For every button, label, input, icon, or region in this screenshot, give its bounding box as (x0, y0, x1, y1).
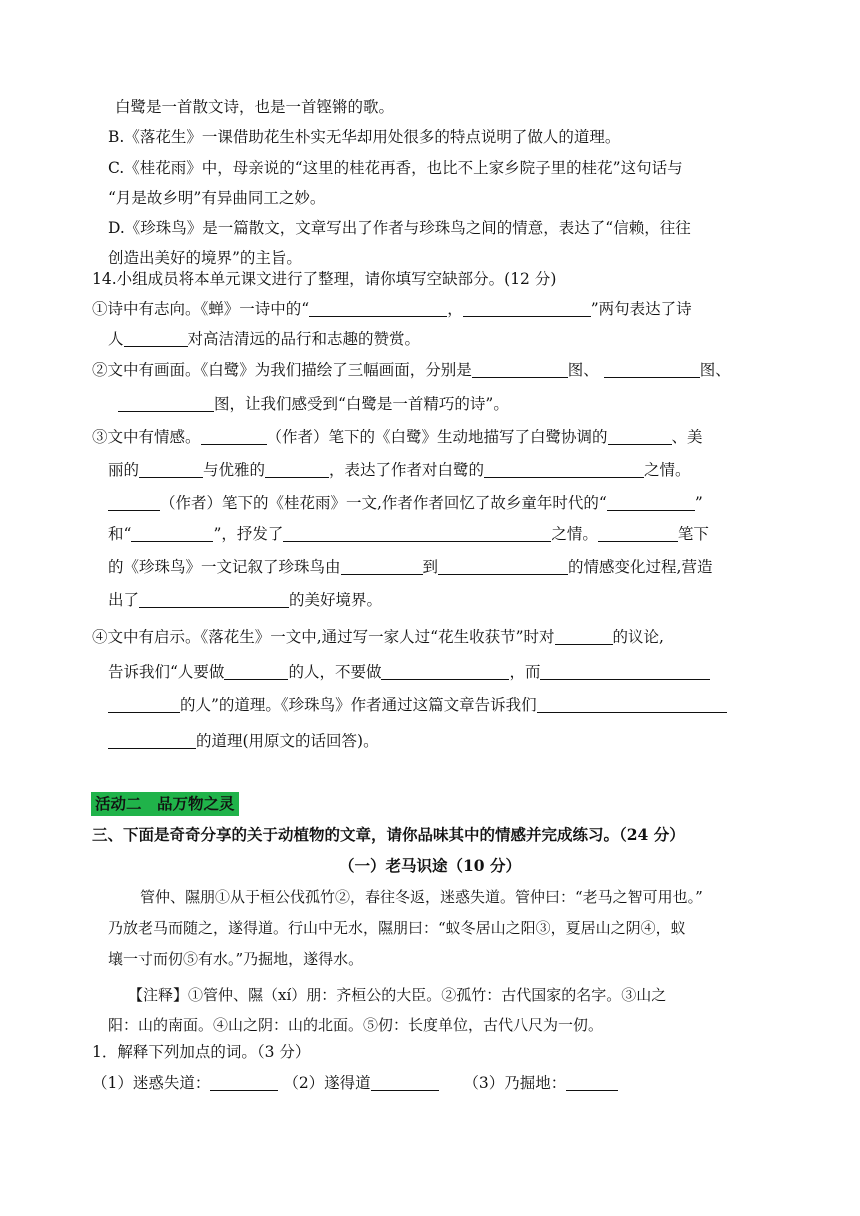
blank[interactable] (131, 525, 213, 542)
blank[interactable] (283, 525, 551, 542)
option-c: C.《桂花雨》中，母亲说的“这里的桂花再香，也比不上家乡院子里的桂花”这句话与 (108, 159, 683, 177)
blank[interactable] (438, 558, 568, 575)
blank[interactable] (108, 732, 196, 749)
item-3-line-6: 出了 的美好境界。 (108, 591, 383, 609)
passage-line-3: 壤一寸而仞⑤有水。”乃掘地，遂得水。 (108, 950, 364, 968)
item-4-line-2: 告诉我们“人要做 的人，不要做 ，而 (108, 660, 710, 684)
blank[interactable] (139, 461, 203, 478)
blank[interactable] (537, 696, 727, 713)
blank[interactable] (108, 494, 160, 511)
option-b: B.《落花生》一课借助花生朴实无华却用处很多的特点说明了做人的道理。 (108, 128, 621, 146)
item-4-line-3: 的人”的道理。《珍珠鸟》作者通过这篇文章告诉我们 (108, 693, 727, 717)
blank[interactable] (607, 494, 695, 511)
item-3-line-2: 丽的 与优雅的 ，表达了作者对白鹭的 之情。 (108, 461, 691, 479)
blank[interactable] (555, 628, 613, 645)
blank[interactable] (210, 1074, 278, 1091)
item-4-line-1: ④文中有启示。《落花生》一文中,通过写一家人过“花生收获节”时对 的议论, (92, 628, 664, 646)
item-3-line-3: （作者）笔下的《桂花雨》一文,作者作者回忆了故乡童年时代的“ ” (108, 491, 703, 515)
blank[interactable] (472, 361, 568, 378)
question-1: 1．解释下列加点的词。（3 分） (92, 1043, 311, 1061)
blank[interactable] (139, 591, 289, 608)
blank[interactable] (598, 525, 678, 542)
option-d-continued: 创造出美好的境界”的主旨。 (108, 249, 302, 267)
blank[interactable] (118, 395, 214, 412)
item-1-line-1: ①诗中有志向。《蝉》一诗中的“ ， ”两句表达了诗 (92, 300, 692, 318)
item-3-line-4: 和“ ”，抒发了 之情。 笔下 (108, 525, 709, 543)
section-3-heading: 三、下面是奇奇分享的关于动植物的文章，请你品味其中的情感并完成练习。（24 分） (92, 825, 685, 844)
passage-title: （一）老马识途（10 分） (339, 856, 521, 875)
blank[interactable] (265, 461, 329, 478)
blank[interactable] (224, 663, 288, 680)
item-2-line-1: ②文中有画面。《白鹭》为我们描绘了三幅画面，分别是 图、 图、 (92, 361, 731, 379)
item-2-line-2: 图，让我们感受到“白鹭是一首精巧的诗”。 (118, 392, 509, 416)
blank[interactable] (371, 1074, 439, 1091)
blank[interactable] (540, 663, 710, 680)
blank[interactable] (341, 558, 423, 575)
item-3-line-5: 的《珍珠鸟》一文记叙了珍珠鸟由 到 的情感变化过程,营造 (108, 558, 713, 576)
item-3-line-1: ③文中有情感。 （作者）笔下的《白鹭》生动地描写了白鹭协调的 、美 (92, 428, 703, 446)
blank[interactable] (566, 1074, 618, 1091)
option-d: D.《珍珠鸟》是一篇散文，文章写出了作者与珍珠鸟之间的情意，表达了“信赖，往往 (108, 219, 691, 237)
blank[interactable] (463, 300, 591, 317)
item-1-line-2: 人 对高洁清远的品行和志趣的赞赏。 (108, 330, 421, 348)
option-a-continued: 白鹭是一首散文诗，也是一首铿锵的歌。 (115, 98, 395, 116)
blank[interactable] (124, 330, 188, 347)
item-4-line-4: 的道理(用原文的话回答)。 (108, 729, 379, 753)
blank[interactable] (608, 428, 672, 445)
annotation-line-2: 阳：山的南面。④山之阴：山的北面。⑤仞：长度单位，古代八尺为一仞。 (108, 1016, 604, 1034)
blank[interactable] (309, 300, 447, 317)
passage-line-1: 管仲、隰朋①从于桓公伐孤竹②，春往冬返，迷惑失道。管仲曰：“老马之智可用也。” (140, 888, 703, 906)
question-1-items: （1）迷惑失道： （2）遂得道 （3）乃掘地： (92, 1071, 618, 1095)
annotation-line-1: 【注释】①管仲、隰（xí）朋：齐桓公的大臣。②孤竹：古代国家的名字。③山之 (128, 986, 667, 1004)
blank[interactable] (484, 461, 644, 478)
blank[interactable] (604, 361, 700, 378)
blank[interactable] (381, 663, 509, 680)
question-14: 14.小组成员将本单元课文进行了整理，请你填写空缺部分。(12 分) (92, 270, 557, 288)
passage-line-2: 乃放老马而随之，遂得道。行山中无水，隰朋曰：“蚁冬居山之阳③，夏居山之阴④，蚁 (108, 919, 686, 937)
activity-heading: 活动二 品万物之灵 (91, 792, 239, 816)
option-c-continued: “月是故乡明”有异曲同工之妙。 (108, 189, 326, 207)
blank[interactable] (201, 428, 267, 445)
blank[interactable] (108, 696, 180, 713)
